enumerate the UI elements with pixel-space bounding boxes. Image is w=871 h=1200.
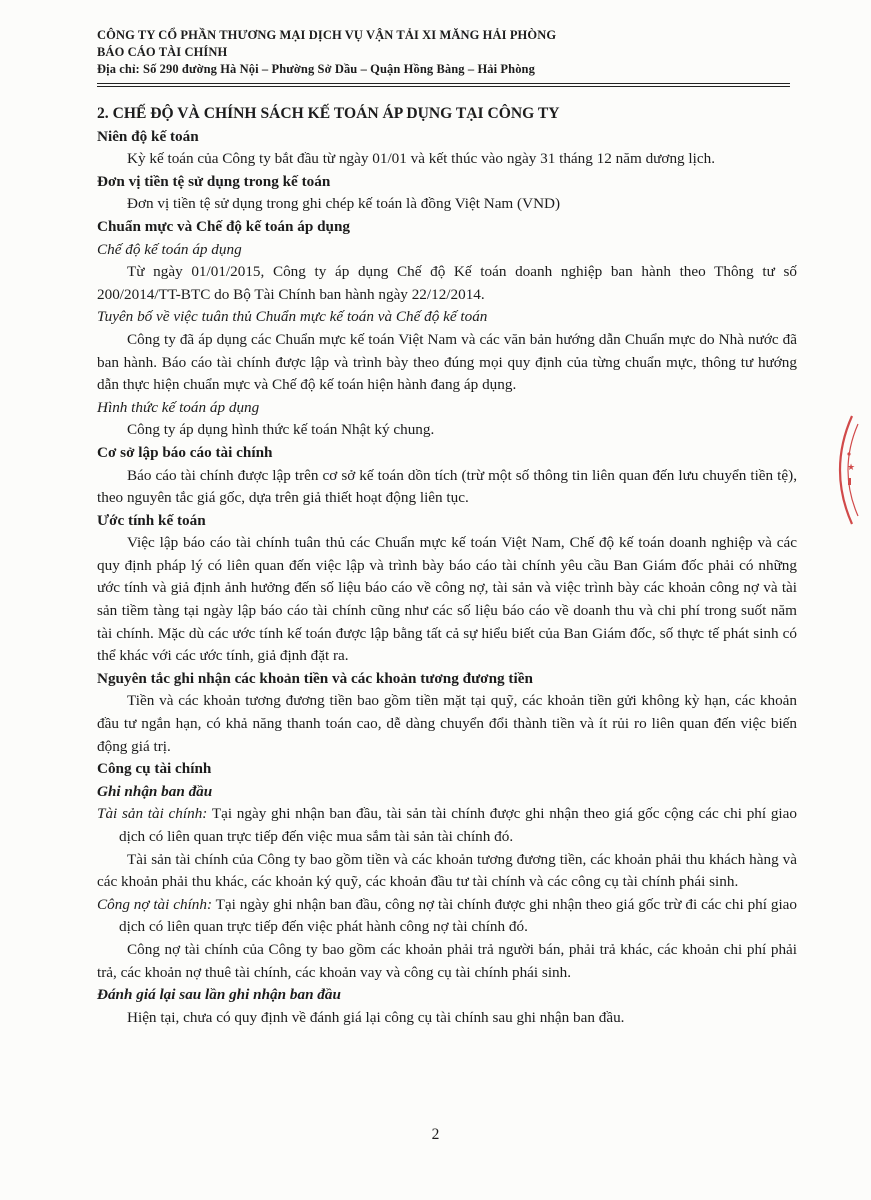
company-address: Địa chỉ: Số 290 đường Hà Nội – Phường Sở Dầu – Quận Hồng Bàng – Hải Phòng (97, 62, 535, 76)
cash-text: Tiền và các khoản tương đương tiền bao gồm tiền mặt tại quỹ, các khoản tiền gửi không kỳ hạn, các khoản đầu tư ngắn hạn, có khả năng thanh toán cao, dễ dàng chuyển đổi thành tiền và ít rủi ro liên quan đến việc biến động giá trị. (97, 692, 797, 755)
currency-heading: Đơn vị tiền tệ sử dụng trong kế toán (97, 172, 331, 190)
page-number: 2 (431, 1126, 440, 1143)
report-title: BÁO CÁO TÀI CHÍNH (97, 45, 228, 59)
financial-liabilities-detail: Công nợ tài chính của Công ty bao gồm các khoản phải trả người bán, phải trả khác, các khoản chi phí phải trả, các khoản nợ thuê tài chính, các khoản vay và công cụ tài chính phái sinh. (97, 940, 797, 981)
financial-assets-detail: Tài sản tài chính của Công ty bao gồm tiền và các khoản tương đương tiền, các khoản phải thu khách hàng và các khoản phải thu khác, các khoản ký quỹ, các khoản đầu tư tài chính và các công cụ tài chính phái sinh. (97, 850, 797, 891)
seal-mark (848, 478, 851, 485)
revaluation-text: Hiện tại, chưa có quy định về đánh giá lại công cụ tài chính sau ghi nhận ban đầu. (127, 1008, 625, 1026)
seal-dot (847, 452, 850, 455)
document-body (97, 103, 797, 1029)
estimates-text: Việc lập báo cáo tài chính tuân thủ các Chuẩn mực kế toán Việt Nam, Chế độ kế toán doanh nghiệp và các quy định pháp lý có liên quan đến việc lập và trình bày báo cáo tài chính yêu cầu Ban Giám đốc phải có những ước tính và giả định ảnh hưởng đến số liệu báo cáo về công nợ, tài sản và việc trình bày các khoản công nợ và tài sản tiềm tàng tại ngày lập báo cáo tài chính cũng như các số liệu báo cáo về doanh thu và chi phí trong suốt năm tài chính. Mặc dù các ước tính kế toán được lập bằng tất cả sự hiểu biết của Ban Giám đốc, số thực tế phát sinh có thể khác với các ước tính, giả định đặt ra. (97, 534, 797, 665)
financial-assets-label: Tài sản tài chính: (97, 805, 208, 823)
regime-subheading: Chế độ kế toán áp dụng (97, 240, 242, 258)
currency-text: Đơn vị tiền tệ sử dụng trong ghi chép kế toán là đồng Việt Nam (VND) (127, 195, 561, 213)
cash-heading: Nguyên tắc ghi nhận các khoản tiền và các khoản tương đương tiền (97, 669, 533, 687)
seal-stamp-fragment (822, 410, 862, 530)
basis-text: Báo cáo tài chính được lập trên cơ sở kế toán dồn tích (trừ một số thông tin liên quan đến lưu chuyển tiền tệ), theo nguyên tắc giá gốc, dựa trên giả thiết hoạt động liên tục. (97, 466, 797, 507)
basis-heading: Cơ sở lập báo cáo tài chính (97, 443, 273, 461)
initial-recognition-subheading: Ghi nhận ban đầu (97, 782, 213, 800)
seal-star: ★ (847, 462, 856, 472)
regime-text: Từ ngày 01/01/2015, Công ty áp dụng Chế độ Kế toán doanh nghiệp ban hành theo Thông tư số 200/2014/TT-BTC do Bộ Tài Chính ban hành ngày 22/12/2014. (97, 263, 797, 303)
instruments-heading: Công cụ tài chính (97, 760, 212, 778)
form-subheading: Hình thức kế toán áp dụng (97, 398, 260, 416)
section-title: 2. CHẾ ĐỘ VÀ CHÍNH SÁCH KẾ TOÁN ÁP DỤNG TẠI CÔNG TY (97, 105, 560, 122)
company-name: CÔNG TY CỔ PHẦN THƯƠNG MẠI DỊCH VỤ VẬN TẢI XI MĂNG HẢI PHÒNG (97, 28, 557, 42)
form-text: Công ty áp dụng hình thức kế toán Nhật ký chung. (127, 421, 435, 439)
header-rule-thin (97, 86, 790, 87)
revaluation-subheading: Đánh giá lại sau lần ghi nhận ban đầu (97, 986, 341, 1004)
financial-liabilities-paragraph (97, 894, 797, 939)
financial-liabilities-text: Tại ngày ghi nhận ban đầu, công nợ tài chính được ghi nhận theo giá gốc trừ đi các chi phí giao dịch có liên quan trực tiếp đến việc phát hành công nợ tài chính đó. (119, 895, 797, 936)
fiscal-year-heading: Niên độ kế toán (97, 127, 199, 145)
compliance-text: Công ty đã áp dụng các Chuẩn mực kế toán Việt Nam và các văn bản hướng dẫn Chuẩn mực do Nhà nước đã ban hành. Báo cáo tài chính được lập và trình bày theo đúng mọi quy định của từng chuẩn mực, thông tư hướng dẫn thực hiện chuẩn mực và Chế độ kế toán hiện hành đang áp dụng. (97, 330, 797, 394)
estimates-heading: Ước tính kế toán (97, 511, 206, 529)
financial-assets-paragraph (97, 803, 797, 848)
header-rule-thick (97, 83, 790, 84)
compliance-subheading: Tuyên bố về việc tuân thủ Chuẩn mực kế toán và Chế độ kế toán (97, 308, 488, 326)
page-header (97, 27, 797, 78)
financial-assets-text: Tại ngày ghi nhận ban đầu, tài sản tài chính được ghi nhận theo giá gốc cộng các chi phí giao dịch có liên quan trực tiếp đến việc mua sắm tài sản tài chính đó. (119, 805, 797, 845)
standards-heading: Chuẩn mực và Chế độ kế toán áp dụng (97, 217, 351, 235)
fiscal-year-text: Kỳ kế toán của Công ty bắt đầu từ ngày 01/01 và kết thúc vào ngày 31 tháng 12 năm dương lịch. (127, 150, 715, 168)
financial-liabilities-label: Công nợ tài chính: (97, 895, 213, 913)
